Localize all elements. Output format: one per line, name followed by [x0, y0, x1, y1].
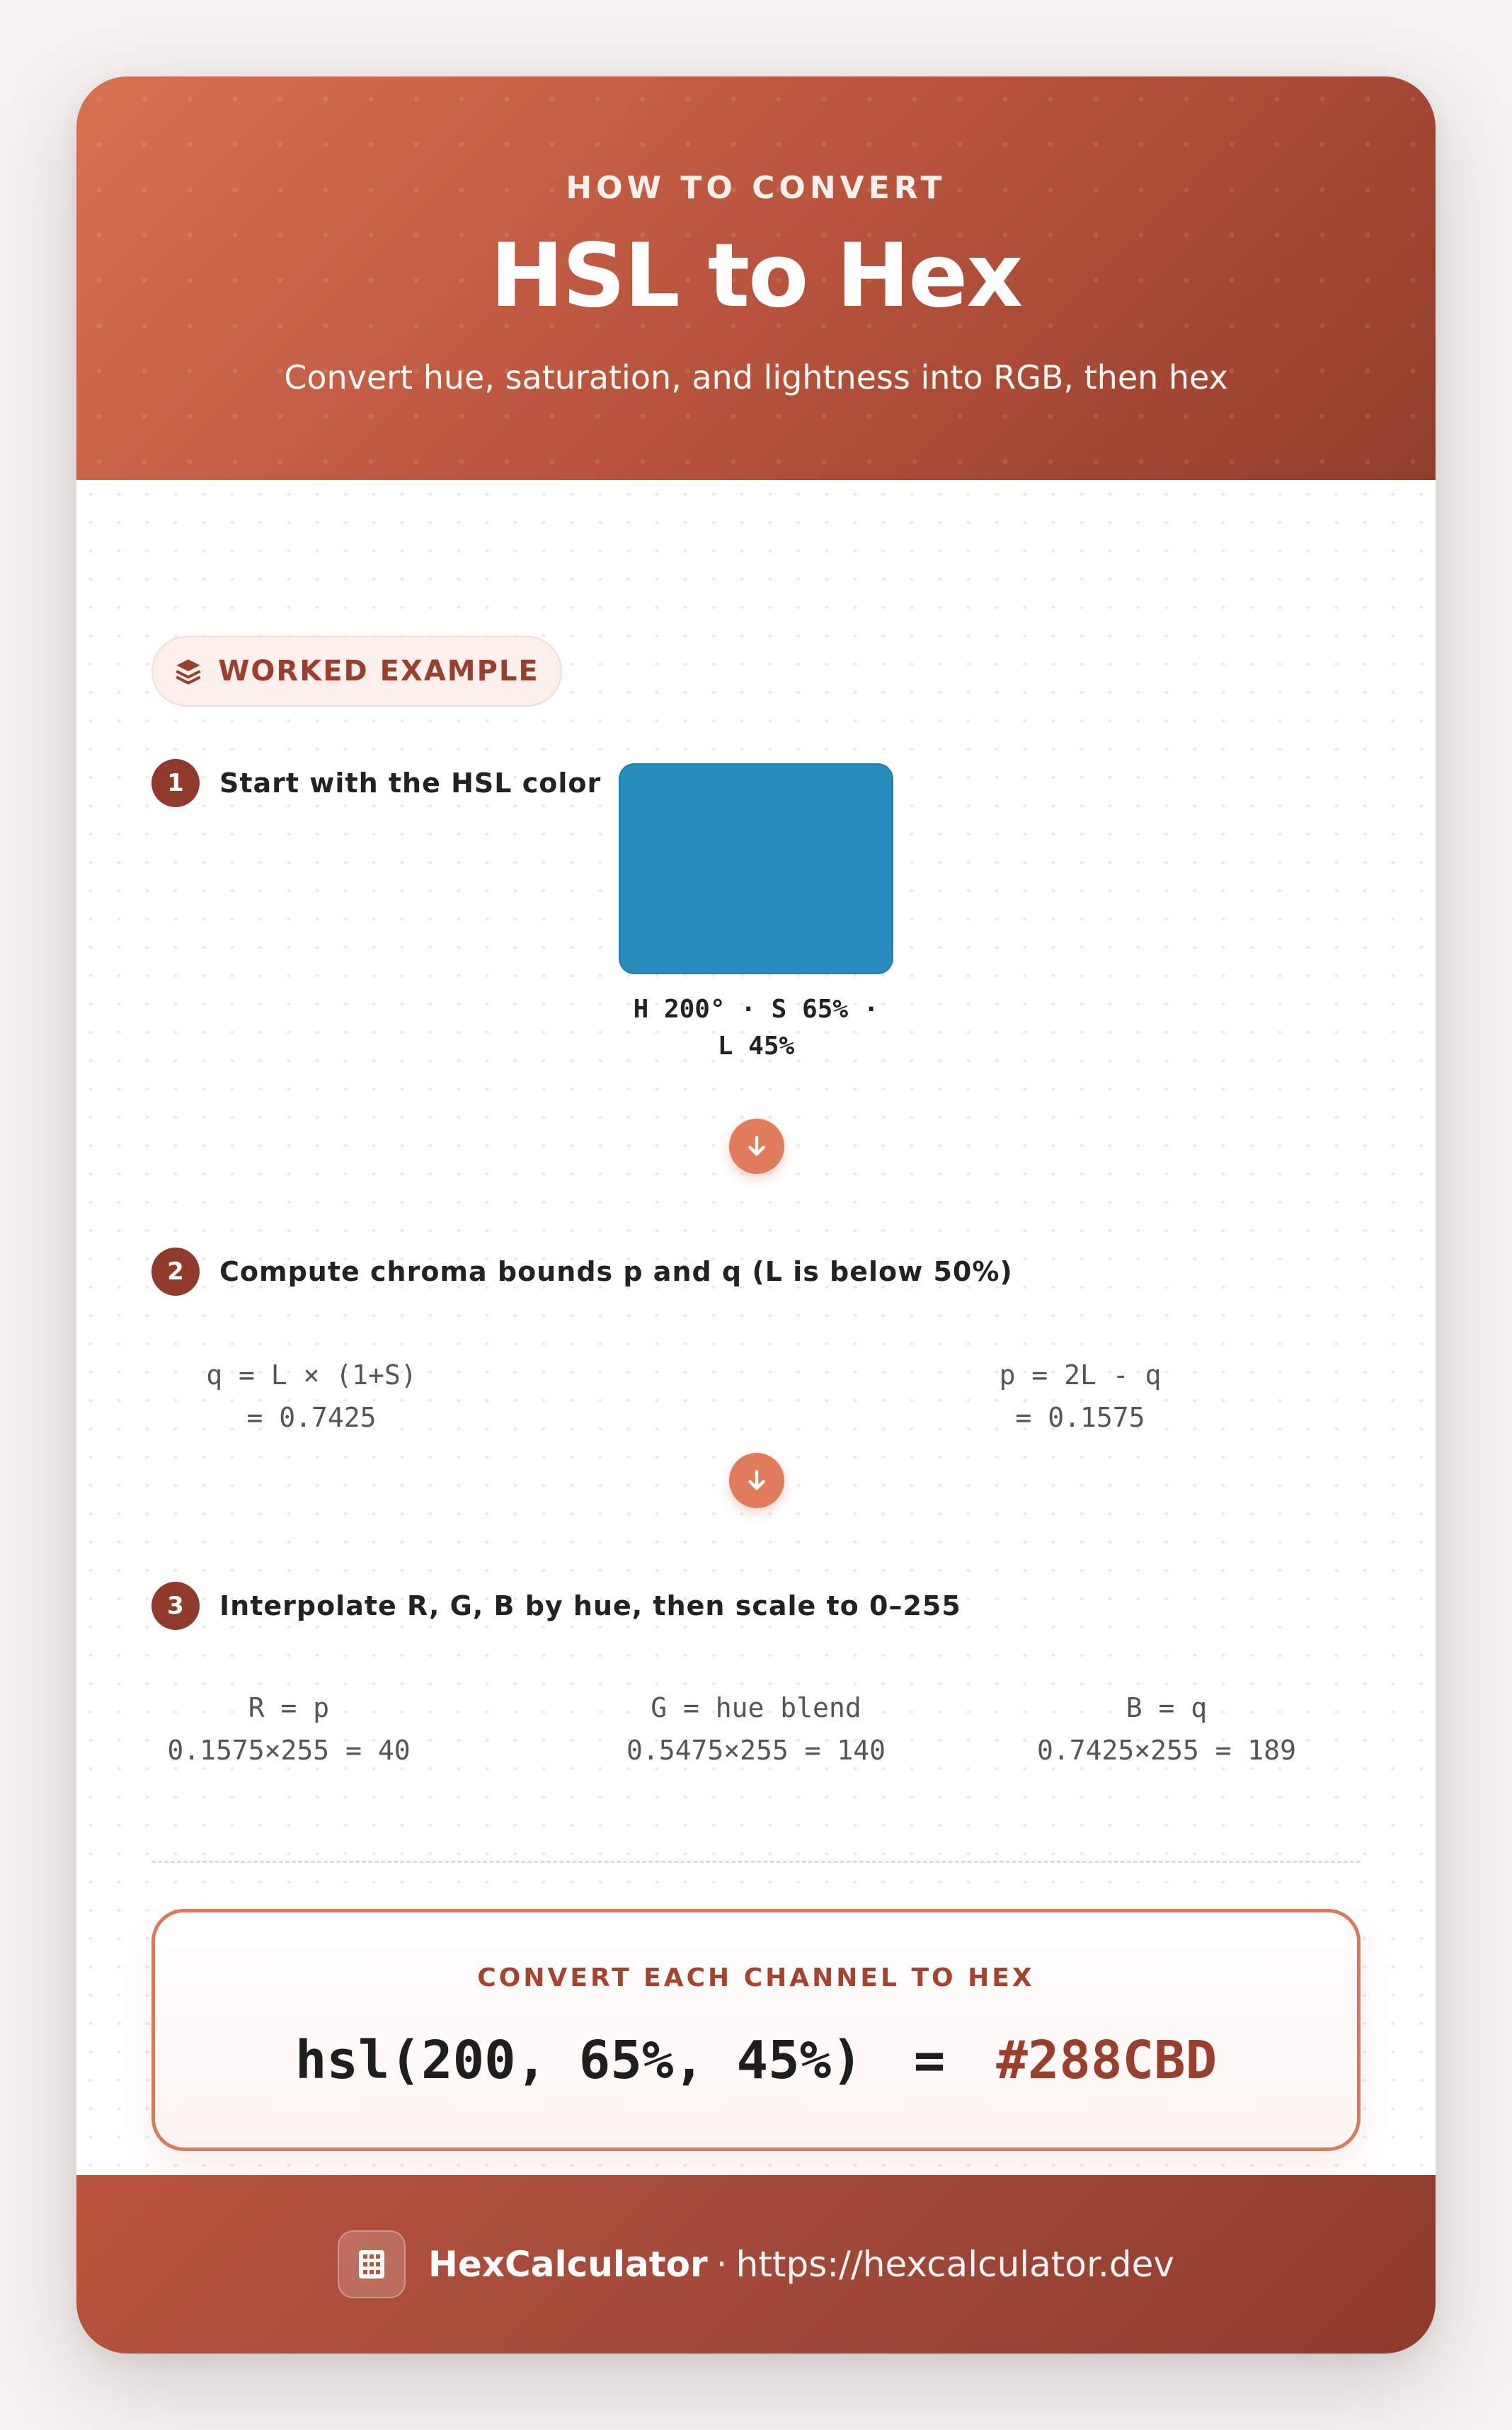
header-eyebrow: HOW TO CONVERT: [566, 170, 946, 206]
formula-line: G = hue blend: [651, 1692, 861, 1723]
page-title: HSL to Hex: [490, 225, 1022, 327]
formula-result: 0.1575×255 = 40: [167, 1735, 411, 1766]
badge-label: WORKED EXAMPLE: [218, 655, 539, 688]
step-label: Compute chroma bounds p and q (L is below 50%): [219, 1256, 1013, 1287]
formula-result: = 0.1575: [1015, 1402, 1145, 1433]
header: [76, 76, 1436, 480]
formula-result: 0.7425×255 = 189: [1036, 1735, 1297, 1766]
swatch-hsl-label: [544, 991, 968, 1065]
result-line: [155, 2030, 1357, 2091]
result-box: [151, 1909, 1361, 2151]
footer: [76, 2175, 1436, 2354]
arrow-down-icon: [729, 1119, 784, 1174]
formula-line: R = p: [248, 1692, 330, 1723]
layers-icon: [174, 657, 202, 685]
step-2: [151, 1248, 1013, 1296]
formula-result: 0.5475×255 = 140: [626, 1735, 886, 1766]
result-hsl-value: hsl(200, 65%, 45%): [294, 2030, 863, 2091]
infographic-card: [76, 76, 1436, 2354]
divider: [151, 1861, 1361, 1863]
footer-separator: ·: [716, 2244, 728, 2285]
result-equals: =: [913, 2030, 946, 2091]
step-number: 3: [151, 1582, 200, 1630]
step-3: [151, 1582, 961, 1630]
result-label: CONVERT EACH CHANNEL TO HEX: [477, 1963, 1035, 1992]
footer-credit: [428, 2244, 1174, 2285]
step-number: 1: [151, 759, 200, 807]
step-label: Interpolate R, G, B by hue, then scale to 0–255: [219, 1590, 961, 1621]
arrow-down-icon: [729, 1453, 784, 1508]
formula-q: [99, 1354, 524, 1439]
step-label: Start with the HSL color: [219, 768, 602, 799]
formula-line: B = q: [1126, 1692, 1208, 1723]
formula-g: [614, 1687, 898, 1772]
formula-line: p = 2L - q: [999, 1359, 1162, 1391]
formula-b: [1025, 1687, 1308, 1772]
footer-brand: HexCalculator: [428, 2244, 708, 2285]
worked-example-badge: [151, 636, 562, 707]
header-subtitle: Convert hue, saturation, and lightness into RGB, then hex: [284, 358, 1228, 397]
calculator-icon: [338, 2230, 406, 2298]
step-1: [151, 759, 601, 807]
swatch-label-line1: H 200° · S 65% ·: [633, 995, 879, 1024]
formula-r: [154, 1687, 423, 1772]
color-swatch: [619, 763, 893, 974]
content-body: [76, 480, 1436, 2175]
footer-url[interactable]: https://hexcalculator.dev: [735, 2244, 1174, 2285]
swatch-label-line2: L 45%: [717, 1032, 795, 1061]
result-hex-value: #288CBD: [996, 2030, 1218, 2091]
step-number: 2: [151, 1248, 200, 1296]
formula-result: = 0.7425: [246, 1402, 377, 1433]
formula-line: q = L × (1+S): [206, 1359, 417, 1391]
formula-p: [868, 1354, 1293, 1439]
